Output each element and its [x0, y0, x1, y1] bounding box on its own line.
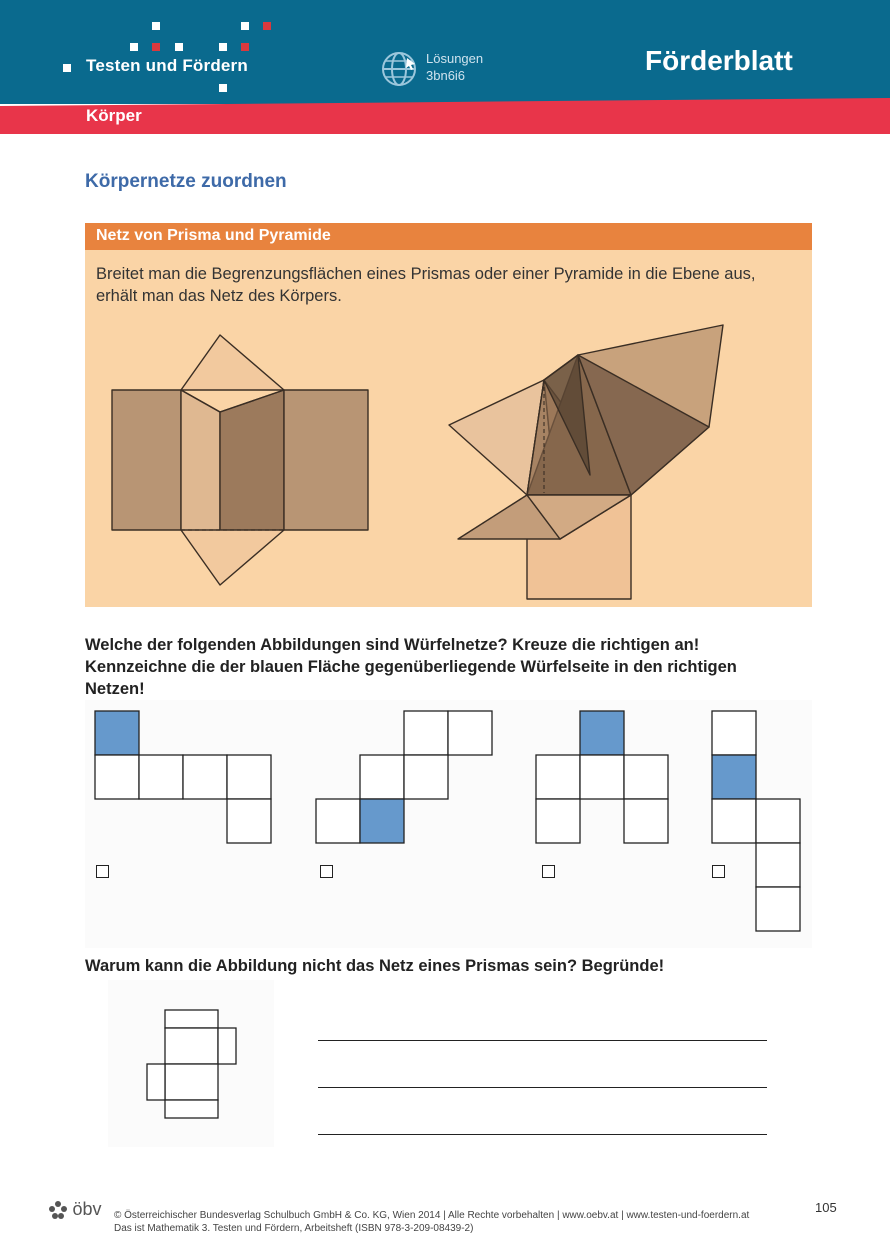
cube-net-1: [95, 711, 271, 843]
prism-net-figure: [100, 325, 390, 595]
solutions-link[interactable]: [426, 50, 483, 84]
globe-icon[interactable]: [381, 50, 419, 88]
publisher-logo-text: öbv: [72, 1199, 102, 1219]
sheet-title: Förderblatt: [645, 45, 793, 76]
question-1-line-2: Kennzeichne die der blauen Fläche gegenüberliegende Würfelseite in den richtigen: [85, 658, 737, 676]
question-2: Warum kann die Abbildung nicht das Netz eines Prismas sein? Begründe!: [85, 957, 665, 975]
cube-net-2: [316, 711, 492, 843]
cube-net-3: [536, 711, 668, 843]
info-heading: Netz von Prisma und Pyramide: [96, 227, 331, 244]
cube-nets-figure: [85, 700, 812, 948]
footer-copyright: [114, 1209, 749, 1235]
publisher-logo: [48, 1199, 101, 1220]
question-1-line-1: Welche der folgenden Abbildungen sind Würfelnetze? Kreuze die richtigen an!: [85, 636, 700, 654]
topic-label: Körper: [86, 106, 142, 125]
logo-squares: [0, 0, 300, 100]
checkbox-net-2[interactable]: [320, 865, 333, 878]
checkbox-net-3[interactable]: [542, 865, 555, 878]
info-text: Breitet man die Begrenzungsflächen eines Prismas oder einer Pyramide in die Ebene aus, erhält man das Netz des Körpers.: [96, 265, 756, 305]
solutions-label: Lösungen: [426, 51, 484, 66]
answer-line-2[interactable]: [318, 1087, 767, 1088]
question-1: [85, 634, 825, 700]
answer-line-1[interactable]: [318, 1040, 767, 1041]
logo-text: Testen und Fördern: [86, 56, 248, 75]
page-number: 105: [815, 1200, 837, 1215]
checkbox-net-4[interactable]: [712, 865, 725, 878]
non-prism-net-figure: [108, 980, 274, 1147]
footer-line-2: Das ist Mathematik 3. Testen und Fördern, Arbeitsheft (ISBN 978-3-209-08439-2): [114, 1223, 474, 1234]
answer-line-3[interactable]: [318, 1134, 767, 1135]
flower-icon: [48, 1200, 68, 1220]
question-1-line-3: Netzen!: [85, 680, 145, 698]
page-title: Körpernetze zuordnen: [85, 171, 287, 192]
cube-net-4: [712, 711, 800, 931]
info-heading-bar: [85, 223, 812, 250]
footer-line-1: © Österreichischer Bundesverlag Schulbuch GmbH & Co. KG, Wien 2014 | Alle Rechte vorbehalten | www.oebv.at | www.testen-und-foerdern.at: [114, 1210, 750, 1221]
checkbox-net-1[interactable]: [96, 865, 109, 878]
solutions-code: 3bn6i6: [426, 68, 466, 83]
pyramid-net-figure: [440, 315, 740, 605]
